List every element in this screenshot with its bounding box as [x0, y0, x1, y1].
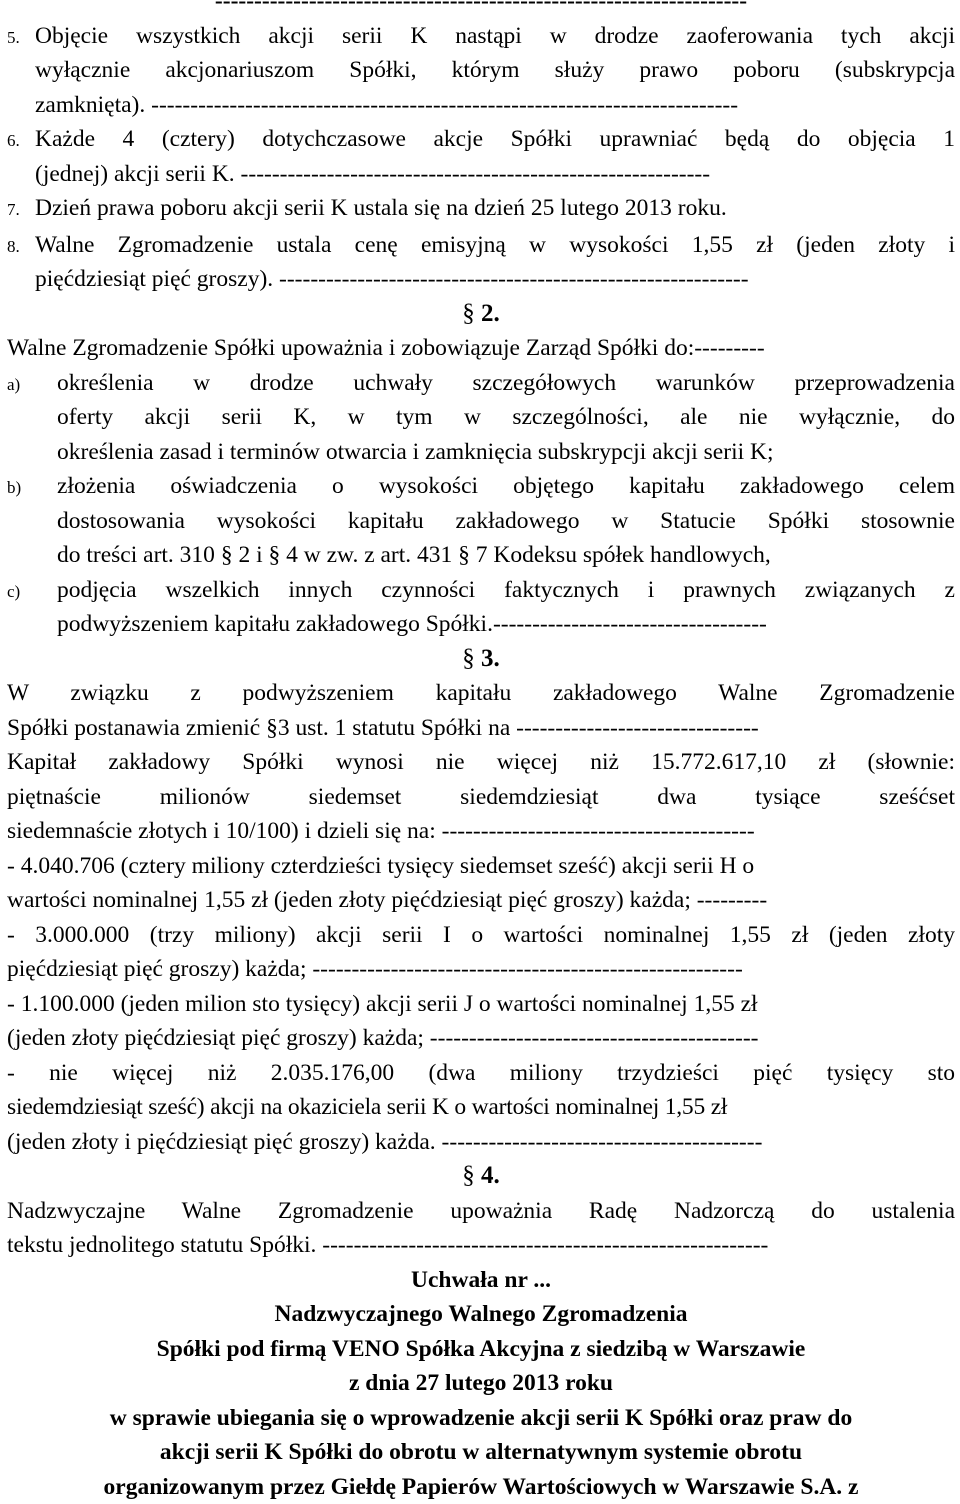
- paragraph-text: siedemnaście złotych i 10/100) i dzieli się na: ----------------------------------------: [7, 814, 955, 849]
- share-series-h: - 4.040.706 (cztery miliony czterdzieści tysięcy siedemset sześć) akcji serii H o: [7, 849, 955, 884]
- section-number: 2.: [481, 300, 500, 327]
- paragraph-text: W związku z podwyższeniem kapitału zakładowego Walne Zgromadzenie: [7, 676, 955, 711]
- list-text: określenia zasad i terminów otwarcia i zamknięcia subskrypcji akcji serii K;: [7, 435, 955, 470]
- section-3-heading: [7, 642, 955, 677]
- section-4-heading: [7, 1159, 955, 1194]
- list-text: 2 i: [238, 542, 262, 568]
- list-text: dostosowania wysokości kapitału zakładowego w Statucie Spółki stosownie: [7, 504, 955, 539]
- section-2-heading: [7, 297, 955, 332]
- paragraph-text: (jednej) akcji serii K. ------------------------------------------------------------: [7, 157, 955, 192]
- paragraph-text: Dzień prawa poboru akcji serii K ustala się na dzień 25 lutego 2013 roku.: [35, 195, 727, 221]
- paragraph-text: Walne Zgromadzenie ustala cenę emisyjną w wysokości 1,55 zł (jeden złoty i: [35, 232, 955, 258]
- section-sign: §: [462, 642, 475, 677]
- paragraph-text: wartości nominalnej 1,55 zł (jeden złoty pięćdziesiąt pięć groszy) każda; ---------: [7, 883, 955, 918]
- paragraph-text: 3 ust. 1 statutu Spółki na -------------------------------: [278, 715, 759, 741]
- item-number: 7.: [7, 193, 35, 228]
- company-name: Spółki pod firmą VENO Spółka Akcyjna z siedzibą w Warszawie: [7, 1332, 955, 1367]
- list-text: do treści art. 310: [57, 542, 215, 568]
- resolution-subject: w sprawie ubiegania się o wprowadzenie akcji serii K Spółki oraz praw do: [7, 1401, 955, 1436]
- list-text: oferty akcji serii K, w tym w szczególności, ale nie wyłącznie, do: [7, 400, 955, 435]
- paragraph-text: tekstu jednolitego statutu Spółki. ---------------------------------------------------------: [7, 1228, 955, 1263]
- paragraph-text: Spółki postanawia zmienić: [7, 715, 260, 741]
- share-series-j: - 1.100.000 (jeden milion sto tysięcy) akcji serii J o wartości nominalnej 1,55 zł: [7, 987, 955, 1022]
- paragraph-8: [7, 228, 955, 297]
- paragraph-text: [7, 711, 955, 746]
- paragraph-text: pięćdziesiąt pięć groszy). ------------------------------------------------------------: [7, 262, 955, 297]
- item-number: 6.: [7, 124, 35, 157]
- section-sign: §: [266, 715, 278, 741]
- paragraph-text: Kapitał zakładowy Spółki wynosi nie więcej niż 15.772.617,10 zł (słownie:: [7, 745, 955, 780]
- paragraph-text: piętnaście milionów siedemset siedemdziesiąt dwa tysiące sześćset: [7, 780, 955, 815]
- paragraph-text: Nadzwyczajne Walne Zgromadzenie upoważnia Radę Nadzorczą do ustalenia: [7, 1194, 955, 1229]
- paragraph-text: Objęcie wszystkich akcji serii K nastąpi w drodze zaoferowania tych akcji: [35, 23, 955, 49]
- list-text: podwyższeniem kapitału zakładowego Spółki.-----------------------------------: [7, 607, 955, 642]
- section-number: 4.: [481, 1162, 500, 1189]
- resolution-heading: [7, 1263, 955, 1504]
- section-sign: §: [268, 542, 280, 568]
- section-sign: §: [458, 542, 470, 568]
- paragraph-text: wyłącznie akcjonariuszom Spółki, którym służy prawo poboru (subskrypcja: [7, 53, 955, 88]
- section-sign: §: [462, 297, 475, 332]
- list-text: określenia w drodze uchwały szczegółowych warunków przeprowadzenia: [57, 370, 955, 396]
- list-label: a): [7, 368, 57, 401]
- paragraph-text: siedemdziesiąt sześć) akcji na okaziciela serii K o wartości nominalnej 1,55 zł: [7, 1090, 955, 1125]
- share-series-k: - nie więcej niż 2.035.176,00 (dwa miliony trzydzieści pięć tysięcy sto: [7, 1056, 955, 1091]
- top-separator: --------------------------------------------------------------------: [7, 0, 955, 19]
- section-sign: §: [221, 542, 233, 568]
- document-page: [7, 0, 955, 1504]
- paragraph-text: pięćdziesiąt pięć groszy) każda; -------------------------------------------------------: [7, 952, 955, 987]
- list-text: podjęcia wszelkich innych czynności faktycznych i prawnych związanych z: [57, 577, 955, 603]
- list-text: złożenia oświadczenia o wysokości objętego kapitału zakładowego celem: [57, 473, 955, 499]
- section-number: 3.: [481, 645, 500, 672]
- share-series-i: - 3.000.000 (trzy miliony) akcji serii I o wartości nominalnej 1,55 zł (jeden złoty: [7, 918, 955, 953]
- paragraph-6: [7, 122, 955, 191]
- paragraph-7: [7, 191, 955, 228]
- paragraph-text: (jeden złoty pięćdziesiąt pięć groszy) każda; ------------------------------------------: [7, 1021, 955, 1056]
- section-2-intro: Walne Zgromadzenie Spółki upoważnia i zobowiązuje Zarząd Spółki do:---------: [7, 331, 955, 366]
- section-sign: §: [462, 1159, 475, 1194]
- section-4-body: [7, 1194, 955, 1263]
- paragraph-text: (jeden złoty i pięćdziesiąt pięć groszy) każda. -----------------------------------------: [7, 1125, 955, 1160]
- resolution-date: z dnia 27 lutego 2013 roku: [7, 1366, 955, 1401]
- list-label: b): [7, 471, 57, 504]
- resolution-body: Nadzwyczajnego Walnego Zgromadzenia: [7, 1297, 955, 1332]
- item-number: 8.: [7, 230, 35, 263]
- paragraph-text: Każde 4 (cztery) dotychczasowe akcje Spółki uprawniać będą do objęcia 1: [35, 126, 955, 152]
- section-3-body: [7, 676, 955, 1159]
- resolution-subject: akcji serii K Spółki do obrotu w alternatywnym systemie obrotu: [7, 1435, 955, 1470]
- list-item-c: [7, 573, 955, 642]
- list-item-a: [7, 366, 955, 470]
- item-number: 5.: [7, 21, 35, 54]
- paragraph-5: [7, 19, 955, 123]
- paragraph-text: zamknięta). ---------------------------------------------------------------------------: [7, 88, 955, 123]
- list-text: 7 Kodeksu spółek handlowych,: [476, 542, 771, 568]
- list-label: c): [7, 575, 57, 608]
- list-text-with-sections: [7, 538, 955, 573]
- list-item-b: [7, 469, 955, 573]
- list-text: 4 w zw. z art. 431: [286, 542, 452, 568]
- resolution-number: Uchwała nr ...: [7, 1263, 955, 1298]
- resolution-subject: organizowanym przez Giełdę Papierów Wartościowych w Warszawie S.A. z: [7, 1470, 955, 1504]
